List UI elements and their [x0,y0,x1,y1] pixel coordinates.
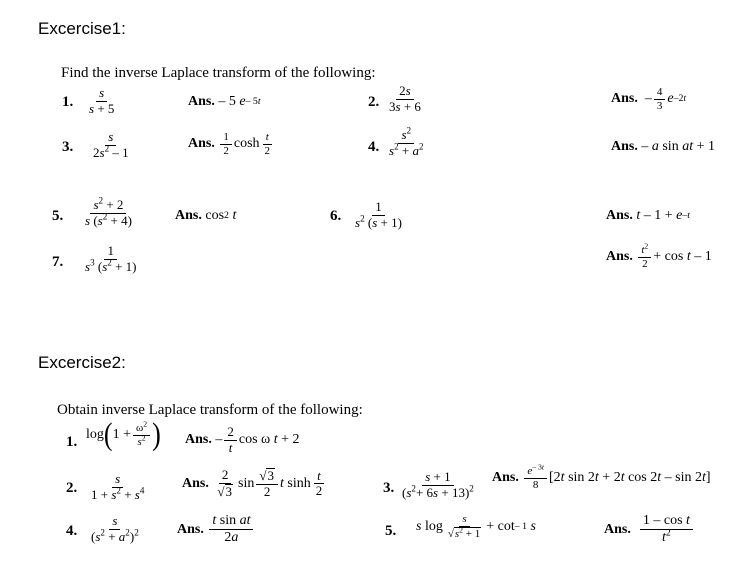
ex1-item5-expression: $\frac{s^2 + 2}{s (s^2 + 4)}$ [85,195,132,228]
exercise1-heading: Excercise1: [38,19,126,38]
ex2-item4-expression: $\frac{s}{(s^2 + a^2)^2}$ [91,513,139,544]
exercise1-intro: Find the inverse Laplace transform of the following: [61,65,376,81]
ex1-item7-expression: $\frac{1}{s^3 (s^2 + 1)}$ [85,243,137,274]
ex1-item3-answer: Ans. $\frac{1}{2}$ cosh $\frac{t}{2}$ [188,131,271,157]
answer-label: Ans. [188,94,215,109]
ex2-item4-number: 4. [66,523,78,539]
ex2-item3-answer: Ans. $\frac{e^{- 3t}}{8}$ [2 t sin 2 t + 2 t cos 2 t – sin 2 t ] [492,462,711,491]
ex1-item3-expression: $\frac{s}{2s^2 - 1}$ [93,129,129,160]
ex1-item4-number: 4. [368,139,380,155]
answer-label: Ans. [604,521,631,537]
ex2-item3-number: 3. [383,480,395,496]
ex1-item6-number: 6. [330,208,342,224]
ex1-item2-number: 2. [368,94,380,110]
ex2-item5-expression: s log $\frac{s}{√s^2 + 1}$ + cot – 1 s [416,513,536,540]
ex1-item7-answer: Ans. $\frac{t^2}{2}$ + cos t – 1 [606,241,712,270]
answer-label: Ans. [185,432,212,448]
exercise2-intro: Obtain inverse Laplace transform of the following: [57,402,363,418]
ex2-item5-answer: Ans. $\frac{\text{1 – cos t}}{t^2}$ [604,513,695,546]
ex2-item1-expression: log ( 1 + $\frac{\omega^2}{s^2}$ ) [86,417,161,452]
exercise2-heading: Excercise2: [38,353,126,372]
ex1-item7-number: 7. [52,254,64,270]
answer-label: Ans. [182,475,209,491]
ex1-item6-answer: Ans. t – 1 + e –t [606,208,691,223]
answer-label: Ans. [611,139,638,154]
ex1-item3-number: 3. [62,139,74,155]
answer-label: Ans. [175,208,202,223]
ex2-item3-expression: $\frac{s + 1}{(s^2+ 6s + 13)^2}$ [402,469,474,500]
answer-label: Ans. [177,521,204,537]
ex1-item1-expression: $\frac{s}{s + 5}$ [89,85,115,116]
answer-label: Ans. [606,249,633,265]
ex2-item5-number: 5. [385,523,397,539]
ex2-item4-answer: Ans. $\frac{\text{t sin at}}{2a}$ [177,513,255,546]
ex1-item2-expression: $\frac{2s}{3s + 6}$ [389,83,421,114]
answer-label: Ans. [611,91,638,107]
ex1-item6-expression: $\frac{1}{s^2 (s + 1)}$ [355,199,402,230]
answer-label: Ans. [492,470,519,486]
ex1-item5-answer: Ans. cos 2 t [175,208,237,223]
ex1-item1-number: 1. [62,94,74,110]
ex2-item2-expression: $\frac{s}{1 + s^2 + s^4}$ [91,471,145,502]
ex2-item1-answer: Ans. – $\frac{2}{t}$ cos ω t + 2 [185,424,300,455]
ex2-item2-number: 2. [66,480,78,496]
ex2-item1-number: 1. [66,434,78,450]
ex1-item4-answer: Ans. – a sin at + 1 [611,139,715,154]
ex2-item2-answer: Ans. $\frac{2}{√3}$ sin $\frac{√3}{2}$ t sinh $\frac{t}{2}$ [182,467,323,499]
answer-label: Ans. [606,208,633,223]
answer-label: Ans. [188,136,215,152]
ex1-item4-expression: $\frac{s^2}{s^2 + a^2}$ [389,125,424,158]
ex1-item1-answer: Ans. – 5 e – 5t [188,94,261,109]
ex1-item5-number: 5. [52,208,64,224]
ex1-item2-answer: Ans. – $\frac{4}{3}$ e –2t [611,86,687,112]
